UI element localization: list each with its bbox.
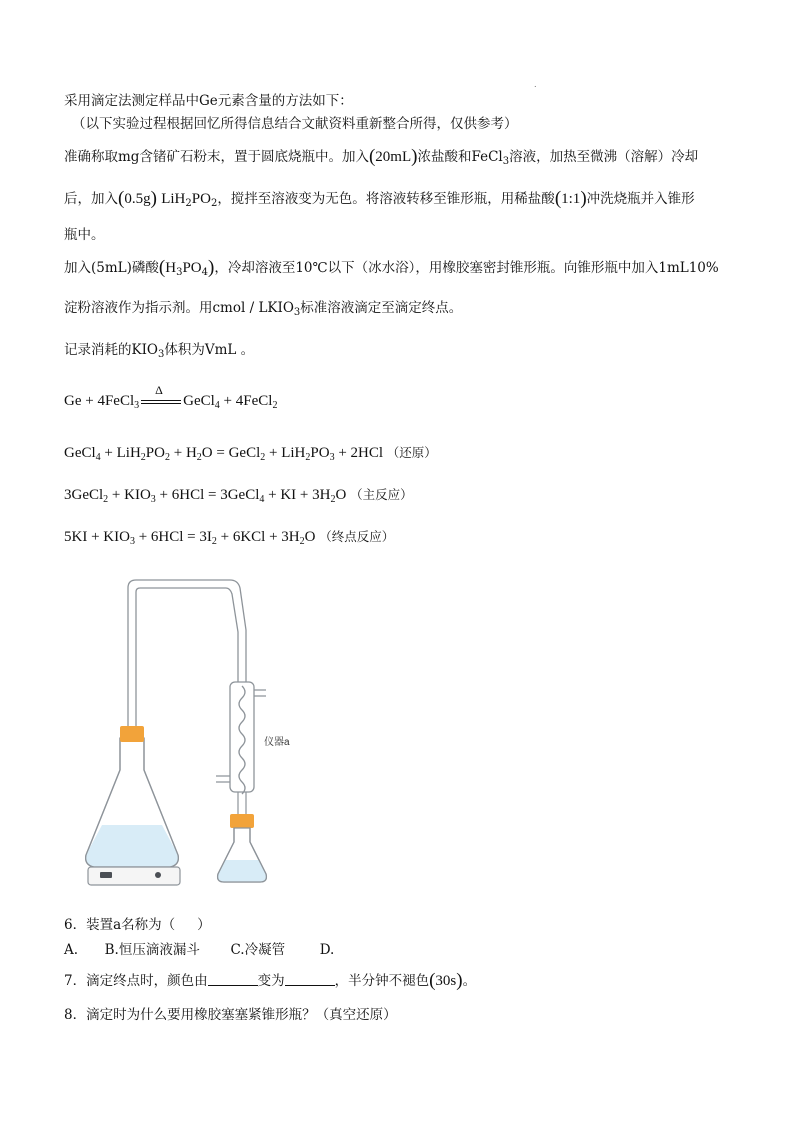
procedure-line-1: 准确称取mg含锗矿石粉末，置于圆底烧瓶中。加入(20mL)浓盐酸和FeCl$_3$溶液，加热至微沸（溶解）冷却 [64,146,699,167]
question-6: 6．装置a名称为（ ） [64,917,211,933]
delivery-tube [128,580,246,730]
left-rubber-stopper [120,726,144,742]
option-a[interactable]: A. [64,942,79,958]
right-conical-flask [218,828,267,882]
instrument-a-label: 仪器a [264,737,290,748]
right-rubber-stopper [230,814,254,828]
option-c[interactable]: C.冷凝管 [230,942,286,958]
stray-dot: . [534,80,537,89]
intro-line-2: （以下实验过程根据回忆所得信息结合文献资料重新整合所得，仅供参考） [72,116,518,132]
question-7: 7．滴定终点时，颜色由 变为 ，半分钟不褪色(30s)。 [64,970,477,991]
procedure-line-5: 淀粉溶液作为指示剂。用cmol / $LKIO_3$标准溶液滴定至滴定终点。 [64,300,463,318]
equation-1: Ge + 4FeCl$_3$ Δ GeCl$_4$ + 4FeCl$_2$ [64,382,278,411]
equation-3: 3GeCl$_2$ + $KIO_3 + 6HCl$ = 3GeCl$_4$ + KI + $3H_2O$ （主反应） [64,487,413,505]
equation-4: $5KI + KIO_3 + 6HCl = 3I_2 + 6KCl + 3H_2O$ （终点反应） [64,529,395,547]
intro-line-1: 采用滴定法测定样品中Ge元素含量的方法如下： [64,93,353,109]
procedure-line-6: 记录消耗的$KIO_3$体积为VmL 。 [64,342,255,360]
question-8: 8．滴定时为什么要用橡胶塞塞紧锥形瓶？（真空还原） [64,1007,397,1023]
equation-2: GeCl$_4$ + $LiH_2PO_2 + H_2O$ = GeCl$_2$ + $LiH_2PO_3 + 2HCl$ （还原） [64,445,437,463]
hot-plate [88,867,180,885]
procedure-line-4: 加入(5mL)磷酸$(H_3PO_4)$，冷却溶液至10℃以下（冰水浴），用橡胶塞密封锥形瓶。向锥形瓶中加入1mL10% [64,257,719,278]
apparatus-figure [80,570,320,900]
blank-color-to[interactable] [285,973,335,986]
heat-equals-sign: Δ [139,395,183,409]
condenser-instrument-a [216,682,266,816]
left-conical-flask [86,738,179,867]
option-d[interactable]: D. [319,942,335,958]
procedure-line-2: 后，加入(0.5g) $LiH_2PO_2$，搅拌至溶液变为无色。将溶液转移至锥形瓶，用稀盐酸(1:1)冲洗烧瓶并入锥形 [64,188,695,209]
question-6-options [64,941,334,959]
blank-color-from[interactable] [208,973,258,986]
procedure-line-3: 瓶中。 [64,227,105,243]
option-b[interactable]: B.恒压滴液漏斗 [104,942,200,958]
